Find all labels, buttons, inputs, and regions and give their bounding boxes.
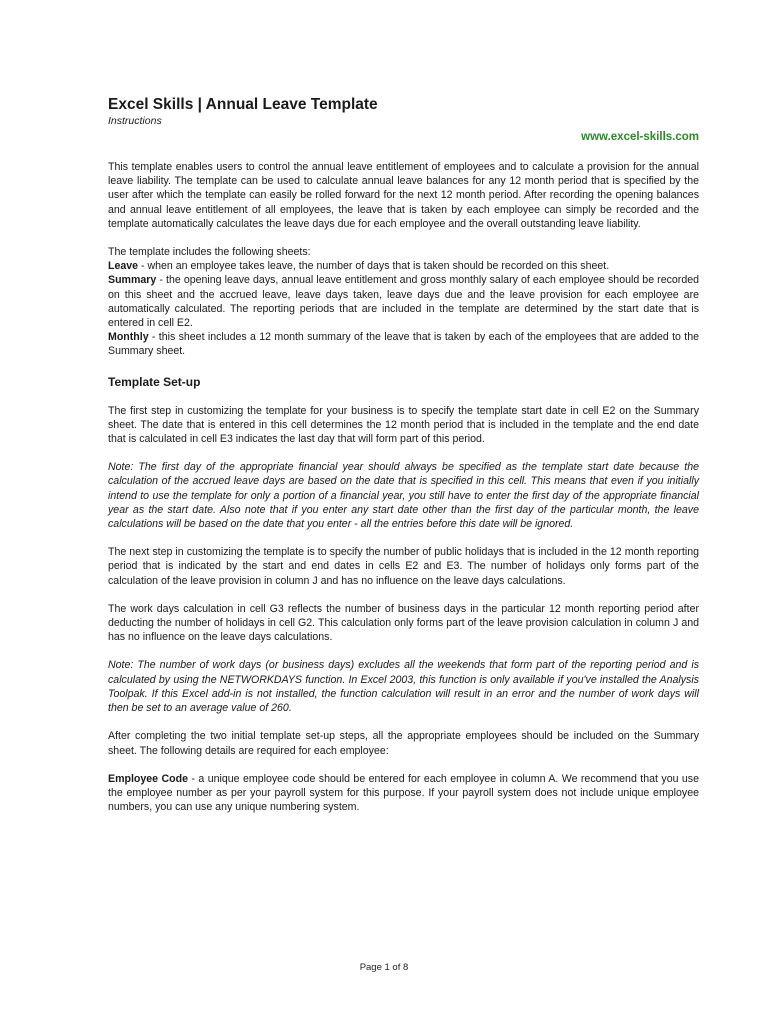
sheet-name: Summary [108,274,157,287]
sheet-desc: - this sheet includes a 12 month summary of the leave that is taken by each of the employees that are added to the Summary sheet. [108,331,699,358]
sheet-item-summary [108,273,699,330]
sheet-name: Leave [108,260,139,273]
setup-paragraph-3: The work days calculation in cell G3 reflects the number of business days in the particular 12 month reporting period after deducting the number of holidays in cell G2. This calculation only forms part of the leave provision calculation in column J and has no influence on the leave days calculations. [108,602,699,644]
sheet-item-leave [108,259,699,273]
setup-paragraph-2: The next step in customizing the template is to specify the number of public holidays that is included in the 12 month reporting period that is indicated by the start and end dates in cells E2 and E3. The number of holidays only forms part of the calculation of the leave provision in column J and has no influence on the leave days calculations. [108,546,699,587]
sheet-desc: - when an employee takes leave, the number of days that is taken should be recorded on this sheet. [138,260,610,273]
document-title: Excel Skills | Annual Leave Template [108,96,378,113]
sheets-intro: The template includes the following sheets: [108,246,311,259]
page-content [108,96,699,814]
note-paragraph-2: Note: The number of work days (or business days) excludes all the weekends that form part of the reporting period and is calculated by using the NETWORKDAYS function. In Excel 2003, this function is only available if you've installed the Analysis Toolpak. If this Excel add-in is not installed, the function calculation will result in an error and the number of work days will then be set to an average value of 260. [108,659,699,715]
note-paragraph-1: Note: The first day of the appropriate financial year should always be specified as the template start date because the calculation of the accrued leave days are based on the date that is specified in this cell. This means that even if you initially intend to use the template for only a portion of a financial year, you still have to enter the first day of the appropriate financial year as the start date. Also note that if you enter any start date other than the first day of the particular month, the leave calculations will be based on the date that you enter - all the entries before this date will be ignored. [108,461,699,531]
website-link[interactable]: www.excel-skills.com [581,131,699,143]
page-number: Page 1 of 8 [359,962,409,973]
document-subtitle: Instructions [108,115,162,127]
sheet-item-monthly [108,330,699,358]
setup-paragraph-4: After completing the two initial template set-up steps, all the appropriate employees should be included on the Summary sheet. The following details are required for each employee: [108,730,699,757]
section-heading-setup: Template Set-up [108,374,201,389]
sheet-desc: - the opening leave days, annual leave entitlement and gross monthly salary of each employee should be recorded on this sheet and the accrued leave, leave days taken, leave days due and the leave provision for each employee are automatically calculated. The reporting periods that are included in the template are determined by the start date that is entered in cell E2. [108,274,699,330]
employee-code-label: Employee Code [108,772,188,785]
employee-code-desc: - a unique employee code should be entered for each employee in column A. We recommend that you use the employee number as per your payroll system for this purpose. If your payroll system does not include unique employee numbers, you can use any unique numbering system. [108,772,699,814]
setup-paragraph-1: The first step in customizing the template for your business is to specify the template start date in cell E2 on the Summary sheet. The date that is entered in this cell determines the 12 month period that is included in the template and the end date that is calculated in cell E3 indicates the last day that will form part of this period. [108,404,699,446]
sheet-name: Monthly [108,331,149,344]
employee-code-paragraph [108,772,699,815]
intro-paragraph: This template enables users to control the annual leave entitlement of employees and to calculate a provision for the annual leave liability. The template can be used to calculate annual leave balances for any 12 month period that is specified by the user after which the template can easily be rolled forward for the next 12 month period. After recording the opening balances and annual leave entitlement of all employees, the leave that is taken by each employee can simply be recorded and the template automatically calculates the leave days due for each employee and the overall outstanding leave liability. [108,161,699,230]
